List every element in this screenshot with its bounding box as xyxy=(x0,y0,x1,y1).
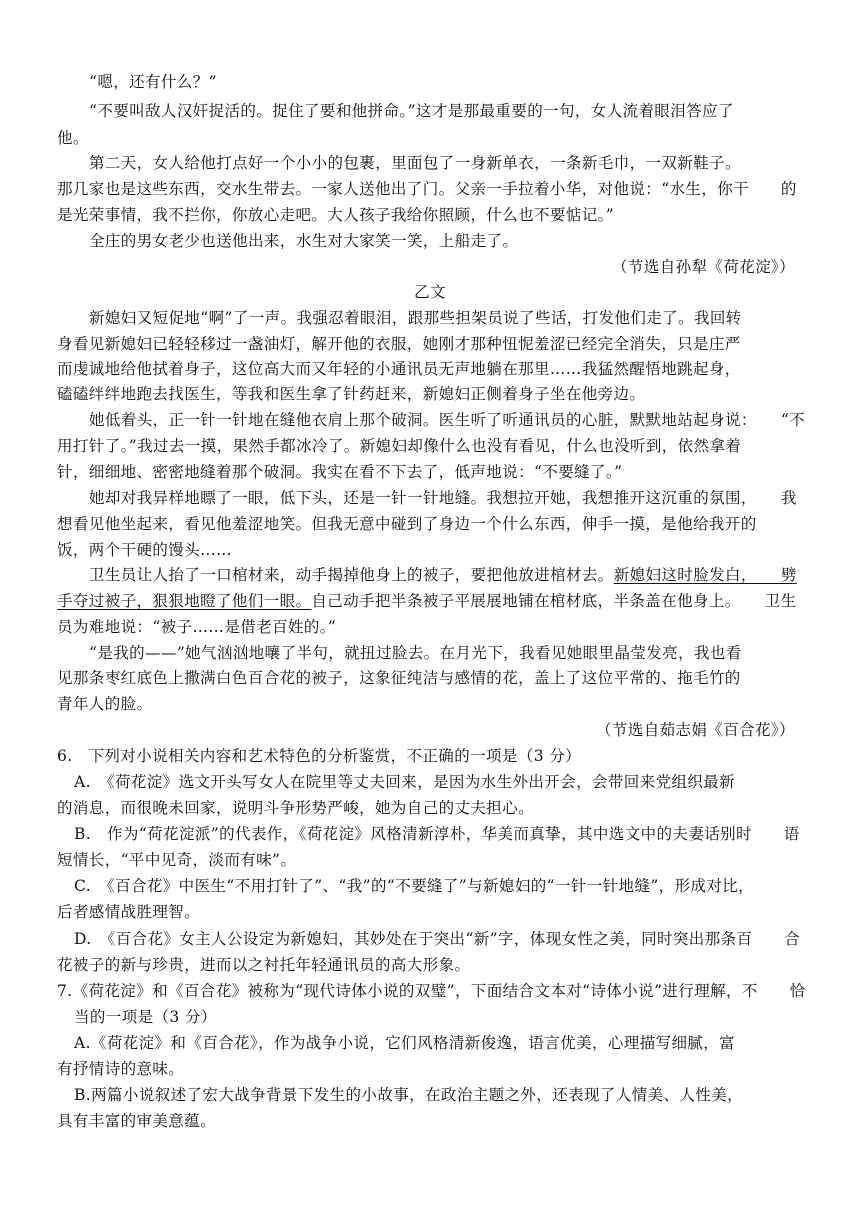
yi-paragraph-5-line: “是我的——”她气汹汹地嚷了半句，就扭过脸去。在月光下，我看见她眼里晶莹发亮，我也看 xyxy=(89,644,742,662)
yi-paragraph-2-line: 针，细细地、密密地缝着那个破洞。我实在看不下去了，低声地说：“不要缝了。” xyxy=(57,463,623,481)
yi-paragraph-4-line xyxy=(57,591,797,613)
question-6-stem: 6. 下列对小说相关内容和艺术特色的分析鉴赏，不正确的一项是（3 分） xyxy=(57,747,582,765)
jia-source: （节选自孙犁《荷花淀》） xyxy=(612,258,796,276)
question-6-option-b: B. 作为“荷花淀派”的代表作，《荷花淀》风格清新淳朴，华美而真挚，其中选文中的夫妻话别时 语 xyxy=(74,825,800,843)
yi-paragraph-1-line: 而虔诚地给他拭着身子，这位高大而又年轻的小通讯员无声地躺在那里……我猛然醒悟地跳起身， xyxy=(57,360,741,378)
jia-paragraph-4: 全庄的男女老少也送他出来，水生对大家笑一笑，上船走了。 xyxy=(89,232,519,250)
yi-paragraph-1-line: 新媳妇又短促地“啊”了一声。我强忍着眼泪，跟那些担架员说了些话，打发他们走了。我回转 xyxy=(89,309,742,327)
yi-paragraph-3-line: 饭，两个干硬的馒头…… xyxy=(57,541,232,559)
yi-paragraph-3-line: 她却对我异样地瞟了一眼，低下头，还是一针一针地缝。我想拉开她，我想推开这沉重的氛围， 我 xyxy=(89,489,797,507)
underlined-sentence: 新媳妇这时脸发白， 劈 xyxy=(613,566,797,584)
question-7-option-a: 有抒情诗的意味。 xyxy=(57,1060,185,1078)
jia-paragraph-3-line: 第二天，女人给他打点好一个小小的包裹，里面包了一身新单衣，一条新毛巾，一双新鞋子。 xyxy=(89,154,741,172)
jia-paragraph-3-line: 是光荣事情，我不拦你，你放心走吧。大人孩子我给你照顾，什么也不要惦记。” xyxy=(57,206,615,224)
jia-paragraph-3-line: 那几家也是这些东西，交水生带去。一家人送他出了门。父亲一手拉着小华，对他说：“水生，你干 的 xyxy=(57,180,797,198)
yi-paragraph-4-line: 员为难地说：“被子……是借老百姓的。” xyxy=(57,618,337,636)
question-6-option-d: D. 《百合花》女主人公设定为新媳妇，其妙处在于突出“新”字，体现女性之美，同时突出那条百 合 xyxy=(74,930,801,948)
yi-paragraph-5-line: 青年人的脸。 xyxy=(57,695,153,713)
question-6-option-c: 后者感情战胜理智。 xyxy=(57,903,201,921)
question-6-option-a: A. 《荷花淀》选文开头写女人在院里等丈夫回来，是因为水生外出开会，会带回来党组织最新 xyxy=(74,773,736,791)
yi-paragraph-4-text: 卫生员让人抬了一口棺材来，动手揭掉他身上的被子，要把他放进棺材去。 xyxy=(89,566,614,584)
question-6-option-b: 短情长，“平中见奇，淡而有味”。 xyxy=(57,851,297,869)
yi-paragraph-2-line: 她低着头，正一针一针地在缝他衣肩上那个破洞。医生听了听通讯员的心脏，默默地站起身说： “不 xyxy=(89,411,806,429)
question-7-stem: 7.《荷花淀》和《百合花》被称为“现代诗体小说的双璧”，下面结合文本对“诗体小说”进行理解，不 恰 xyxy=(57,982,806,1000)
yi-paragraph-2-line: 用打针了。”我过去一摸，果然手都冰冷了。新媳妇却像什么也没有看见，什么也没听到，依然拿着 xyxy=(57,437,742,455)
jia-paragraph-2-line: 他。 xyxy=(57,129,89,147)
yi-paragraph-3-line: 想看见他坐起来，看见他羞涩地笑。但我无意中碰到了身边一个什么东西，伸手一摸，是他给我开的 xyxy=(57,515,757,533)
jia-paragraph-2-line: “不要叫敌人汉奸捉活的。捉住了要和他拼命。”这才是那最重要的一句，女人流着眼泪答应了 xyxy=(89,102,734,120)
underlined-sentence: 手夺过被子，狠狠地瞪了他们一眼。 xyxy=(57,592,312,610)
question-6-option-c: C. 《百合花》中医生“不用打针了”、“我”的“不要缝了”与新媳妇的“一针一针地缝”，形成对比， xyxy=(74,877,755,895)
yi-title: 乙文 xyxy=(414,283,446,301)
question-6-option-a: 的消息，而很晚未回家，说明斗争形势严峻，她为自己的丈夫担心。 xyxy=(57,799,535,817)
question-6-option-d: 花被子的新与珍贵，进而以之衬托年轻通讯员的高大形象。 xyxy=(57,956,471,974)
jia-paragraph-1: “嗯，还有什么？” xyxy=(89,73,217,91)
question-7-stem: 当的一项是（3 分） xyxy=(74,1008,217,1026)
yi-paragraph-1-line: 身看见新媳妇已轻轻移过一盏油灯，解开他的衣服，她刚才那种忸怩羞涩已经完全消失，只是庄严 xyxy=(57,335,741,353)
yi-paragraph-1-line: 磕磕绊绊地跑去找医生，等我和医生拿了针药赶来，新媳妇正侧着身子坐在他旁边。 xyxy=(57,385,646,403)
question-7-option-b: B.两篇小说叙述了宏大战争背景下发生的小故事，在政治主题之外，还表现了人情美、人性美， xyxy=(74,1086,744,1104)
yi-source: （节选自茹志娟《百合花》） xyxy=(596,721,795,739)
yi-paragraph-4-line xyxy=(89,565,797,587)
yi-paragraph-5-line: 见那条枣红底色上撒满白色百合花的被子，这象征纯洁与感情的花，盖上了这位平常的、拖毛竹的 xyxy=(57,669,741,687)
question-7-option-a: A.《荷花淀》和《百合花》，作为战争小说，它们风格清新俊逸，语言优美，心理描写细腻，富 xyxy=(74,1034,736,1052)
yi-paragraph-4-text: 自己动手把半条被子平展展地铺在棺材底，半条盖在他身上。 卫生 xyxy=(311,592,797,610)
question-7-option-b: 具有丰富的审美意蕴。 xyxy=(57,1112,217,1130)
